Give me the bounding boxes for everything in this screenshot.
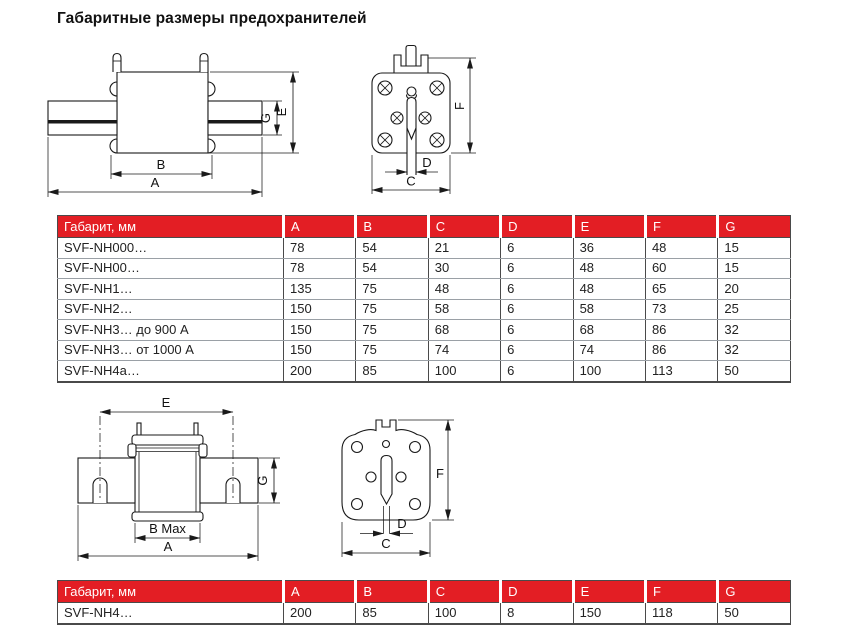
dimension-label-g: G [255,475,270,486]
fuse-front-view-drawing-bottom [320,400,480,570]
dimension-label-c: C [406,173,416,189]
table-row [58,603,791,624]
dimension-value-cell: 150 [284,340,356,361]
table-row [58,340,791,361]
fuse-body-side [110,54,215,154]
dimension-value-cell: 54 [356,238,428,259]
fuse-side-view-drawing-top [45,45,345,205]
dimension-value-cell: 118 [645,603,717,624]
dimension-value-cell: 58 [428,299,500,320]
fuse-body-side [128,423,207,521]
dimension-value-cell: 85 [356,603,428,624]
dimension-value-cell: 200 [284,603,356,624]
column-header-dimension: B [356,216,428,238]
dimension-value-cell: 60 [645,258,717,279]
dimension-value-cell: 75 [356,279,428,300]
dimension-value-cell: 86 [645,320,717,341]
model-cell: SVF-NH3… до 900 А [58,320,284,341]
dimension-value-cell: 78 [284,238,356,259]
dimension-label-f: F [436,466,444,481]
column-header-dimension: F [645,216,717,238]
fuse-side-view-drawing-bottom [60,395,300,570]
column-header-dimension: A [284,216,356,238]
dimension-value-cell: 21 [428,238,500,259]
dimension-value-cell: 54 [356,258,428,279]
dimension-label-d: D [422,155,432,170]
model-cell: SVF-NH00… [58,258,284,279]
table-row [58,238,791,259]
dimension-value-cell: 135 [284,279,356,300]
table-row [58,279,791,300]
dimension-value-cell: 6 [501,340,573,361]
dimension-value-cell: 6 [501,238,573,259]
table-row [58,299,791,320]
column-header-dimension: C [428,216,500,238]
dimension-value-cell: 74 [428,340,500,361]
dimension-value-cell: 15 [718,258,790,279]
fuse-front-view-drawing-top [340,40,510,210]
model-cell: SVF-NH4a… [58,361,284,382]
blade-contact-front [381,456,392,534]
dimension-value-cell: 48 [573,258,645,279]
dimension-value-cell: 6 [501,299,573,320]
dimension-value-cell: 48 [645,238,717,259]
dimension-value-cell: 6 [501,279,573,300]
dimension-value-cell: 73 [645,299,717,320]
dimension-label-a: A [163,539,173,554]
dimension-value-cell: 25 [718,299,790,320]
dimension-value-cell: 68 [428,320,500,341]
dimension-label-e: E [274,107,289,117]
column-header-dimension: G [718,216,790,238]
dimension-label-b-max: B Max [149,521,186,536]
dimension-b [111,155,212,179]
column-header-dimension: A [284,581,356,603]
dimension-label-a: A [150,175,160,190]
dimension-value-cell: 36 [573,238,645,259]
dimension-c [342,522,430,557]
blade-contact-front [407,98,416,176]
table-row [58,320,791,341]
dimension-value-cell: 75 [356,340,428,361]
column-header-dimension: E [573,581,645,603]
dimension-label-e: E [161,395,171,410]
dimension-value-cell: 100 [428,603,500,624]
dimension-value-cell: 150 [284,299,356,320]
dimension-value-cell: 32 [718,340,790,361]
dimension-label-d: D [397,516,407,531]
dimension-value-cell: 50 [718,603,790,624]
column-header-model: Габарит, мм [58,216,284,238]
dimension-value-cell: 75 [356,299,428,320]
dimension-value-cell: 200 [284,361,356,382]
column-header-dimension: F [645,581,717,603]
dimension-value-cell: 86 [645,340,717,361]
dimension-value-cell: 6 [501,258,573,279]
mounting-tab [394,46,428,74]
column-header-dimension: E [573,216,645,238]
dimension-value-cell: 74 [573,340,645,361]
model-cell: SVF-NH4… [58,603,284,624]
dimension-g [255,458,280,503]
dimension-value-cell: 78 [284,258,356,279]
column-header-dimension: C [428,581,500,603]
fuse-dimensions-table-nh4 [57,580,791,625]
column-header-dimension: D [501,216,573,238]
dimension-value-cell: 50 [718,361,790,382]
model-cell: SVF-NH000… [58,238,284,259]
table-row [58,258,791,279]
column-header-dimension: B [356,581,428,603]
dimension-value-cell: 100 [428,361,500,382]
dimension-label-c: C [381,536,391,551]
dimension-e [100,395,233,412]
fuse-dimensions-table-nh000-nh4a [57,215,791,383]
model-cell: SVF-NH2… [58,299,284,320]
dimension-value-cell: 20 [718,279,790,300]
dimension-value-cell: 8 [501,603,573,624]
dimension-value-cell: 58 [573,299,645,320]
table-row [58,361,791,382]
dimension-value-cell: 48 [428,279,500,300]
dimension-value-cell: 15 [718,238,790,259]
dimension-value-cell: 113 [645,361,717,382]
dimension-label-b: B [156,157,166,172]
dimension-value-cell: 68 [573,320,645,341]
dimension-value-cell: 75 [356,320,428,341]
page-title: Габаритные размеры предохранителей [57,10,367,27]
dimension-value-cell: 100 [573,361,645,382]
dimension-label-f: F [452,102,467,110]
dimension-value-cell: 6 [501,320,573,341]
dimension-value-cell: 48 [573,279,645,300]
model-cell: SVF-NH3… от 1000 А [58,340,284,361]
model-cell: SVF-NH1… [58,279,284,300]
column-header-model: Габарит, мм [58,581,284,603]
column-header-dimension: D [501,581,573,603]
table-header-row [58,581,791,603]
dimension-value-cell: 85 [356,361,428,382]
dimension-value-cell: 150 [284,320,356,341]
dimension-value-cell: 30 [428,258,500,279]
dimension-value-cell: 150 [573,603,645,624]
dimension-value-cell: 65 [645,279,717,300]
dimension-value-cell: 32 [718,320,790,341]
dimension-value-cell: 6 [501,361,573,382]
column-header-dimension: G [718,581,790,603]
dimension-label-g: G [258,112,273,124]
table-header-row [58,216,791,238]
